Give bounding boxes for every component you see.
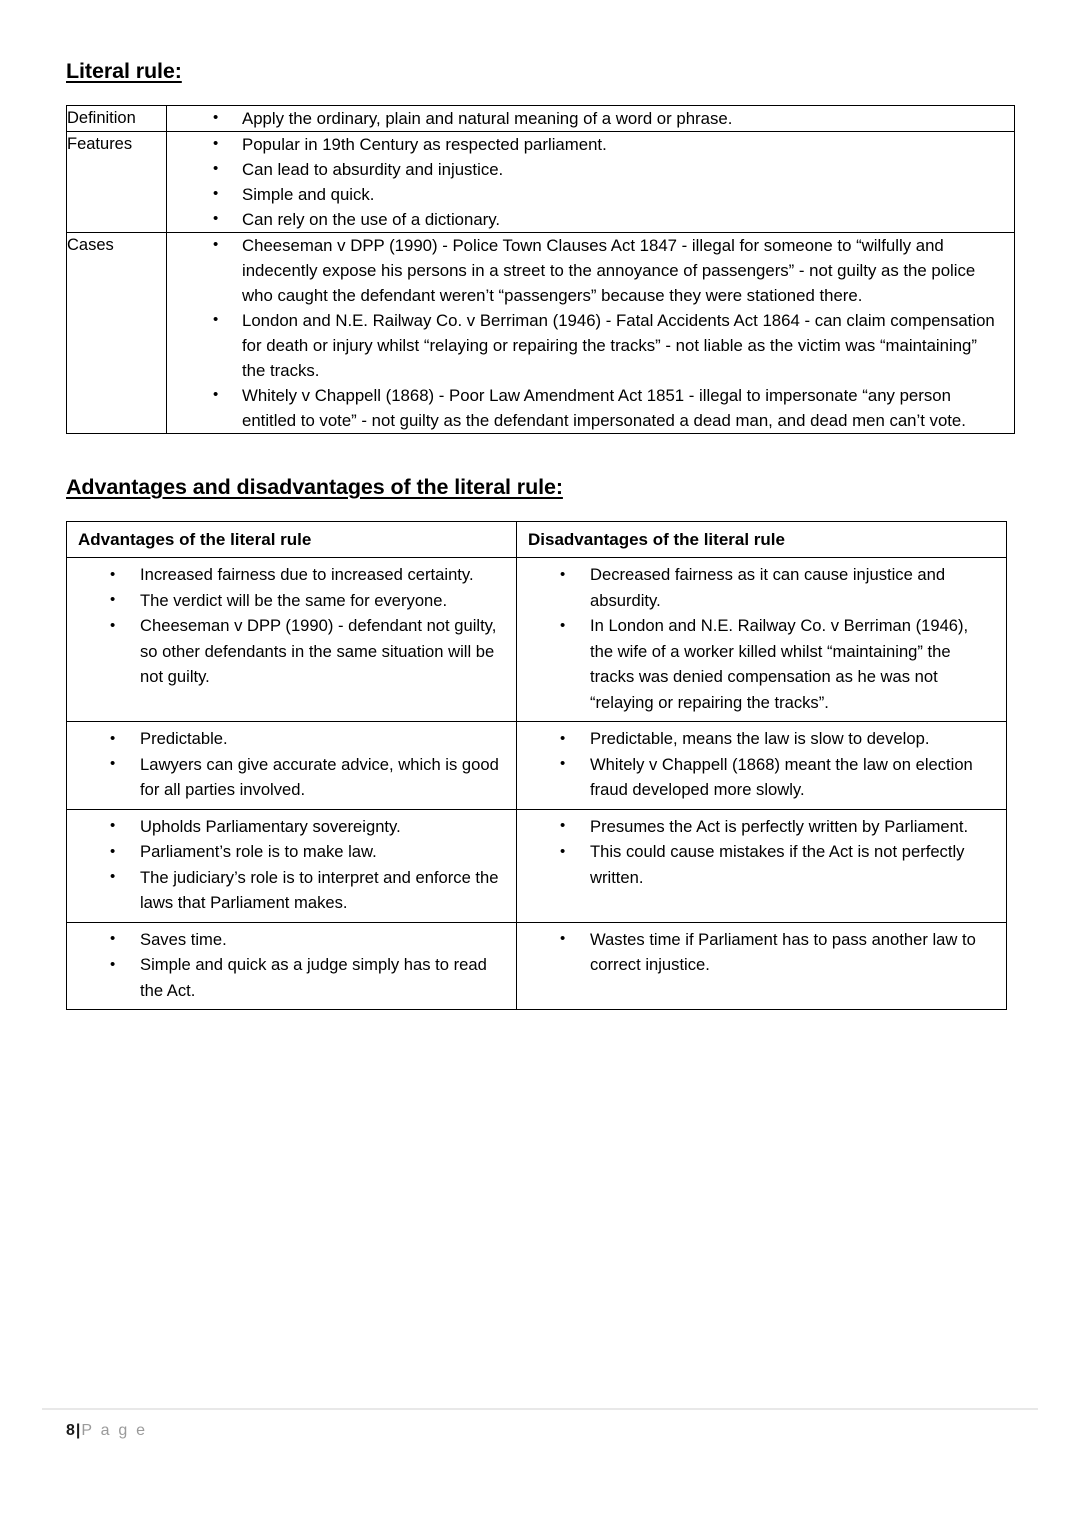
list-item: • Predictable. xyxy=(67,726,516,752)
table-row xyxy=(67,131,1015,232)
bullet-list xyxy=(167,106,1014,131)
table-header-row xyxy=(67,521,1007,558)
table-row xyxy=(67,232,1015,433)
list-item: • Cheeseman v DPP (1990) - Police Town Clauses Act 1847 - illegal for someone to “wilfully and indecently expose his persons in a street to the annoyance of passengers” - not guilty as the police who caught the defendant weren’t “passengers” because they were stationed there. xyxy=(167,233,1014,308)
row-label-features: Features xyxy=(67,131,167,232)
bullet-list xyxy=(67,726,516,803)
list-item: • Predictable, means the law is slow to develop. xyxy=(517,726,1006,752)
column-header-disadvantages: Disadvantages of the literal rule xyxy=(517,521,1007,558)
list-item: • Apply the ordinary, plain and natural meaning of a word or phrase. xyxy=(167,106,1014,131)
list-item: • Can lead to absurdity and injustice. xyxy=(167,157,1014,182)
cell-disadvantages-2 xyxy=(517,722,1007,810)
footer-separator: | xyxy=(75,1422,81,1439)
list-item: • Decreased fairness as it can cause injustice and absurdity. xyxy=(517,562,1006,613)
list-item: • Whitely v Chappell (1868) meant the law on election fraud developed more slowly. xyxy=(517,752,1006,803)
heading-literal-rule-text: Literal rule: xyxy=(66,59,182,83)
heading-spacer xyxy=(66,501,1016,521)
list-item: • Saves time. xyxy=(67,927,516,953)
table-row xyxy=(67,722,1007,810)
row-content-features xyxy=(167,131,1015,232)
column-header-advantages: Advantages of the literal rule xyxy=(67,521,517,558)
advantages-disadvantages-table xyxy=(66,521,1007,1011)
table-row xyxy=(67,105,1015,131)
footer-page-label xyxy=(42,1422,1038,1440)
list-item: • Parliament’s role is to make law. xyxy=(67,839,516,865)
bullet-list xyxy=(517,927,1006,978)
list-item: • Simple and quick. xyxy=(167,182,1014,207)
table-row xyxy=(67,922,1007,1010)
list-item: • Presumes the Act is perfectly written by Parliament. xyxy=(517,814,1006,840)
row-label-definition: Definition xyxy=(67,105,167,131)
list-item: • London and N.E. Railway Co. v Berriman (1946) - Fatal Accidents Act 1864 - can claim compensation for death or injury whilst “relaying or repairing the tracks” - not liable as the victim was “maintaining” the tracks. xyxy=(167,308,1014,383)
list-item: • Popular in 19th Century as respected parliament. xyxy=(167,132,1014,157)
cell-advantages-3 xyxy=(67,809,517,922)
footer-divider xyxy=(42,1408,1038,1410)
list-item: • The judiciary’s role is to interpret and enforce the laws that Parliament makes. xyxy=(67,865,516,916)
cell-advantages-4 xyxy=(67,922,517,1010)
cell-disadvantages-1 xyxy=(517,558,1007,722)
heading-advantages-disadvantages xyxy=(66,474,1016,501)
heading-advantages-disadvantages-text: Advantages and disadvantages of the literal rule: xyxy=(66,474,563,499)
cell-advantages-2 xyxy=(67,722,517,810)
bullet-list xyxy=(517,814,1006,891)
bullet-list xyxy=(167,233,1014,433)
bullet-list xyxy=(67,927,516,1004)
heading-spacer xyxy=(66,85,1016,105)
list-item: • Wastes time if Parliament has to pass another law to correct injustice. xyxy=(517,927,1006,978)
page-content xyxy=(66,58,1016,1010)
list-item: • This could cause mistakes if the Act is not perfectly written. xyxy=(517,839,1006,890)
bullet-list xyxy=(517,726,1006,803)
list-item: • In London and N.E. Railway Co. v Berriman (1946), the wife of a worker killed whilst “maintaining” the tracks was denied compensation as he was not “relaying or repairing the tracks”. xyxy=(517,613,1006,715)
list-item: • Increased fairness due to increased certainty. xyxy=(67,562,516,588)
bullet-list xyxy=(67,814,516,916)
row-label-cases: Cases xyxy=(67,232,167,433)
heading-literal-rule xyxy=(66,58,1016,85)
list-item: • Cheeseman v DPP (1990) - defendant not guilty, so other defendants in the same situation will be not guilty. xyxy=(67,613,516,690)
list-item: • Upholds Parliamentary sovereignty. xyxy=(67,814,516,840)
bullet-list xyxy=(67,562,516,690)
cell-disadvantages-4 xyxy=(517,922,1007,1010)
row-content-cases xyxy=(167,232,1015,433)
table-row xyxy=(67,558,1007,722)
page-footer xyxy=(42,1408,1038,1440)
row-content-definition xyxy=(167,105,1015,131)
footer-page-word: P a g e xyxy=(81,1422,148,1439)
cell-disadvantages-3 xyxy=(517,809,1007,922)
list-item: • The verdict will be the same for everyone. xyxy=(67,588,516,614)
cell-advantages-1 xyxy=(67,558,517,722)
footer-page-number: 8 xyxy=(66,1422,75,1439)
bullet-list xyxy=(517,562,1006,715)
list-item: • Simple and quick as a judge simply has to read the Act. xyxy=(67,952,516,1003)
list-item: • Lawyers can give accurate advice, which is good for all parties involved. xyxy=(67,752,516,803)
section-spacer xyxy=(66,434,1016,474)
literal-rule-table xyxy=(66,105,1015,434)
bullet-list xyxy=(167,132,1014,232)
list-item: • Can rely on the use of a dictionary. xyxy=(167,207,1014,232)
table-row xyxy=(67,809,1007,922)
list-item: • Whitely v Chappell (1868) - Poor Law Amendment Act 1851 - illegal to impersonate “any person entitled to vote” - not guilty as the defendant impersonated a dead man, and dead men can’t vote. xyxy=(167,383,1014,433)
